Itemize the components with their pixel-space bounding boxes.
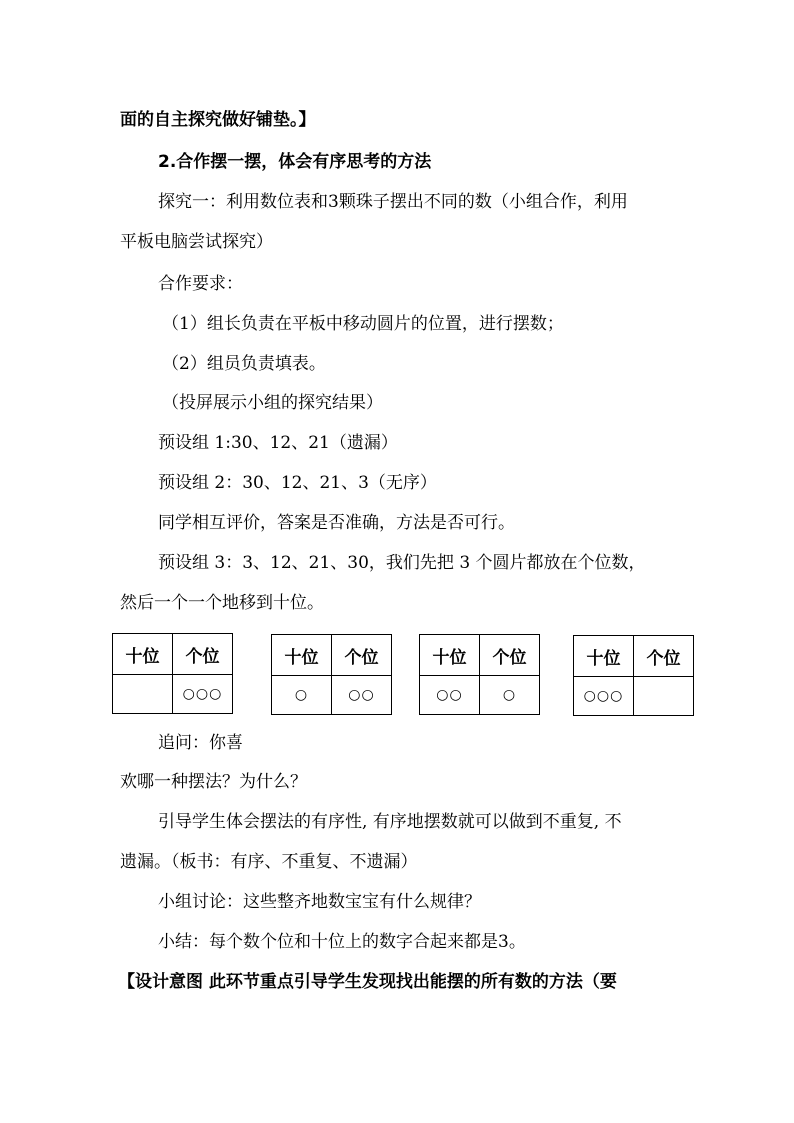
paragraph-group-3-cont: 然后一个一个地移到十位。 (120, 593, 324, 613)
paragraph-explore-one-cont: 平板电脑尝试探究） (120, 232, 273, 252)
ones-header: 个位 (480, 635, 540, 676)
paragraph-guidance: 引导学生体会摆法的有序性, 有序地摆数就可以做到不重复, 不 (158, 812, 622, 832)
requirement-item-1: （1）组长负责在平板中移动圆片的位置，进行摆数； (162, 314, 564, 334)
paragraph-summary: 小结：每个数个位和十位上的数字合起来都是3。 (158, 932, 526, 952)
paragraph-design-intent-end: 面的自主探究做好铺垫。】 (120, 110, 316, 130)
tens-header: 十位 (272, 635, 332, 676)
ones-cell: ○○ (332, 676, 392, 715)
tens-cell: ○ (272, 676, 332, 715)
paragraph-follow-up-cont: 欢哪一种摆法？为什么？ (120, 772, 307, 792)
paragraph-board-notes: 遗漏。（板书：有序、不重复、不遗漏） (120, 852, 418, 872)
paragraph-group-discussion: 小组讨论：这些整齐地数宝宝有什么规律？ (158, 892, 481, 912)
tens-cell: ○○ (420, 676, 480, 715)
paragraph-group-2: 预设组 2：30、12、21、3（无序） (158, 473, 437, 493)
place-value-table-3 (419, 634, 540, 715)
paragraph-peer-review: 同学相互评价，答案是否准确，方法是否可行。 (158, 513, 515, 533)
paragraph-follow-up: 追问：你喜 (158, 733, 243, 753)
tens-cell (113, 675, 173, 714)
ones-cell: ○○○ (173, 675, 233, 714)
tens-header: 十位 (574, 636, 634, 677)
requirement-item-2: （2）组员负责填表。 (162, 354, 326, 374)
paragraph-projection: （投屏展示小组的探究结果） (162, 393, 383, 413)
section-heading: 2.合作摆一摆，体会有序思考的方法 (158, 152, 432, 172)
paragraph-requirements: 合作要求： (158, 274, 243, 294)
tens-header: 十位 (420, 635, 480, 676)
place-value-table-1 (112, 633, 233, 714)
ones-cell (634, 677, 694, 716)
place-value-table-4 (573, 635, 694, 716)
paragraph-group-1: 预设组 1:30、12、21（遗漏） (158, 433, 398, 453)
paragraph-explore-one: 探究一：利用数位表和3颗珠子摆出不同的数（小组合作，利用 (158, 192, 628, 212)
paragraph-group-3: 预设组 3：3、12、21、30，我们先把 3 个圆片都放在个位数， (158, 553, 646, 573)
ones-cell: ○ (480, 676, 540, 715)
paragraph-design-intent: 【设计意图 此环节重点引导学生发现找出能摆的所有数的方法（要 (118, 972, 617, 992)
ones-header: 个位 (634, 636, 694, 677)
ones-header: 个位 (332, 635, 392, 676)
ones-header: 个位 (173, 634, 233, 675)
tens-header: 十位 (113, 634, 173, 675)
tens-cell: ○○○ (574, 677, 634, 716)
place-value-table-2 (271, 634, 392, 715)
